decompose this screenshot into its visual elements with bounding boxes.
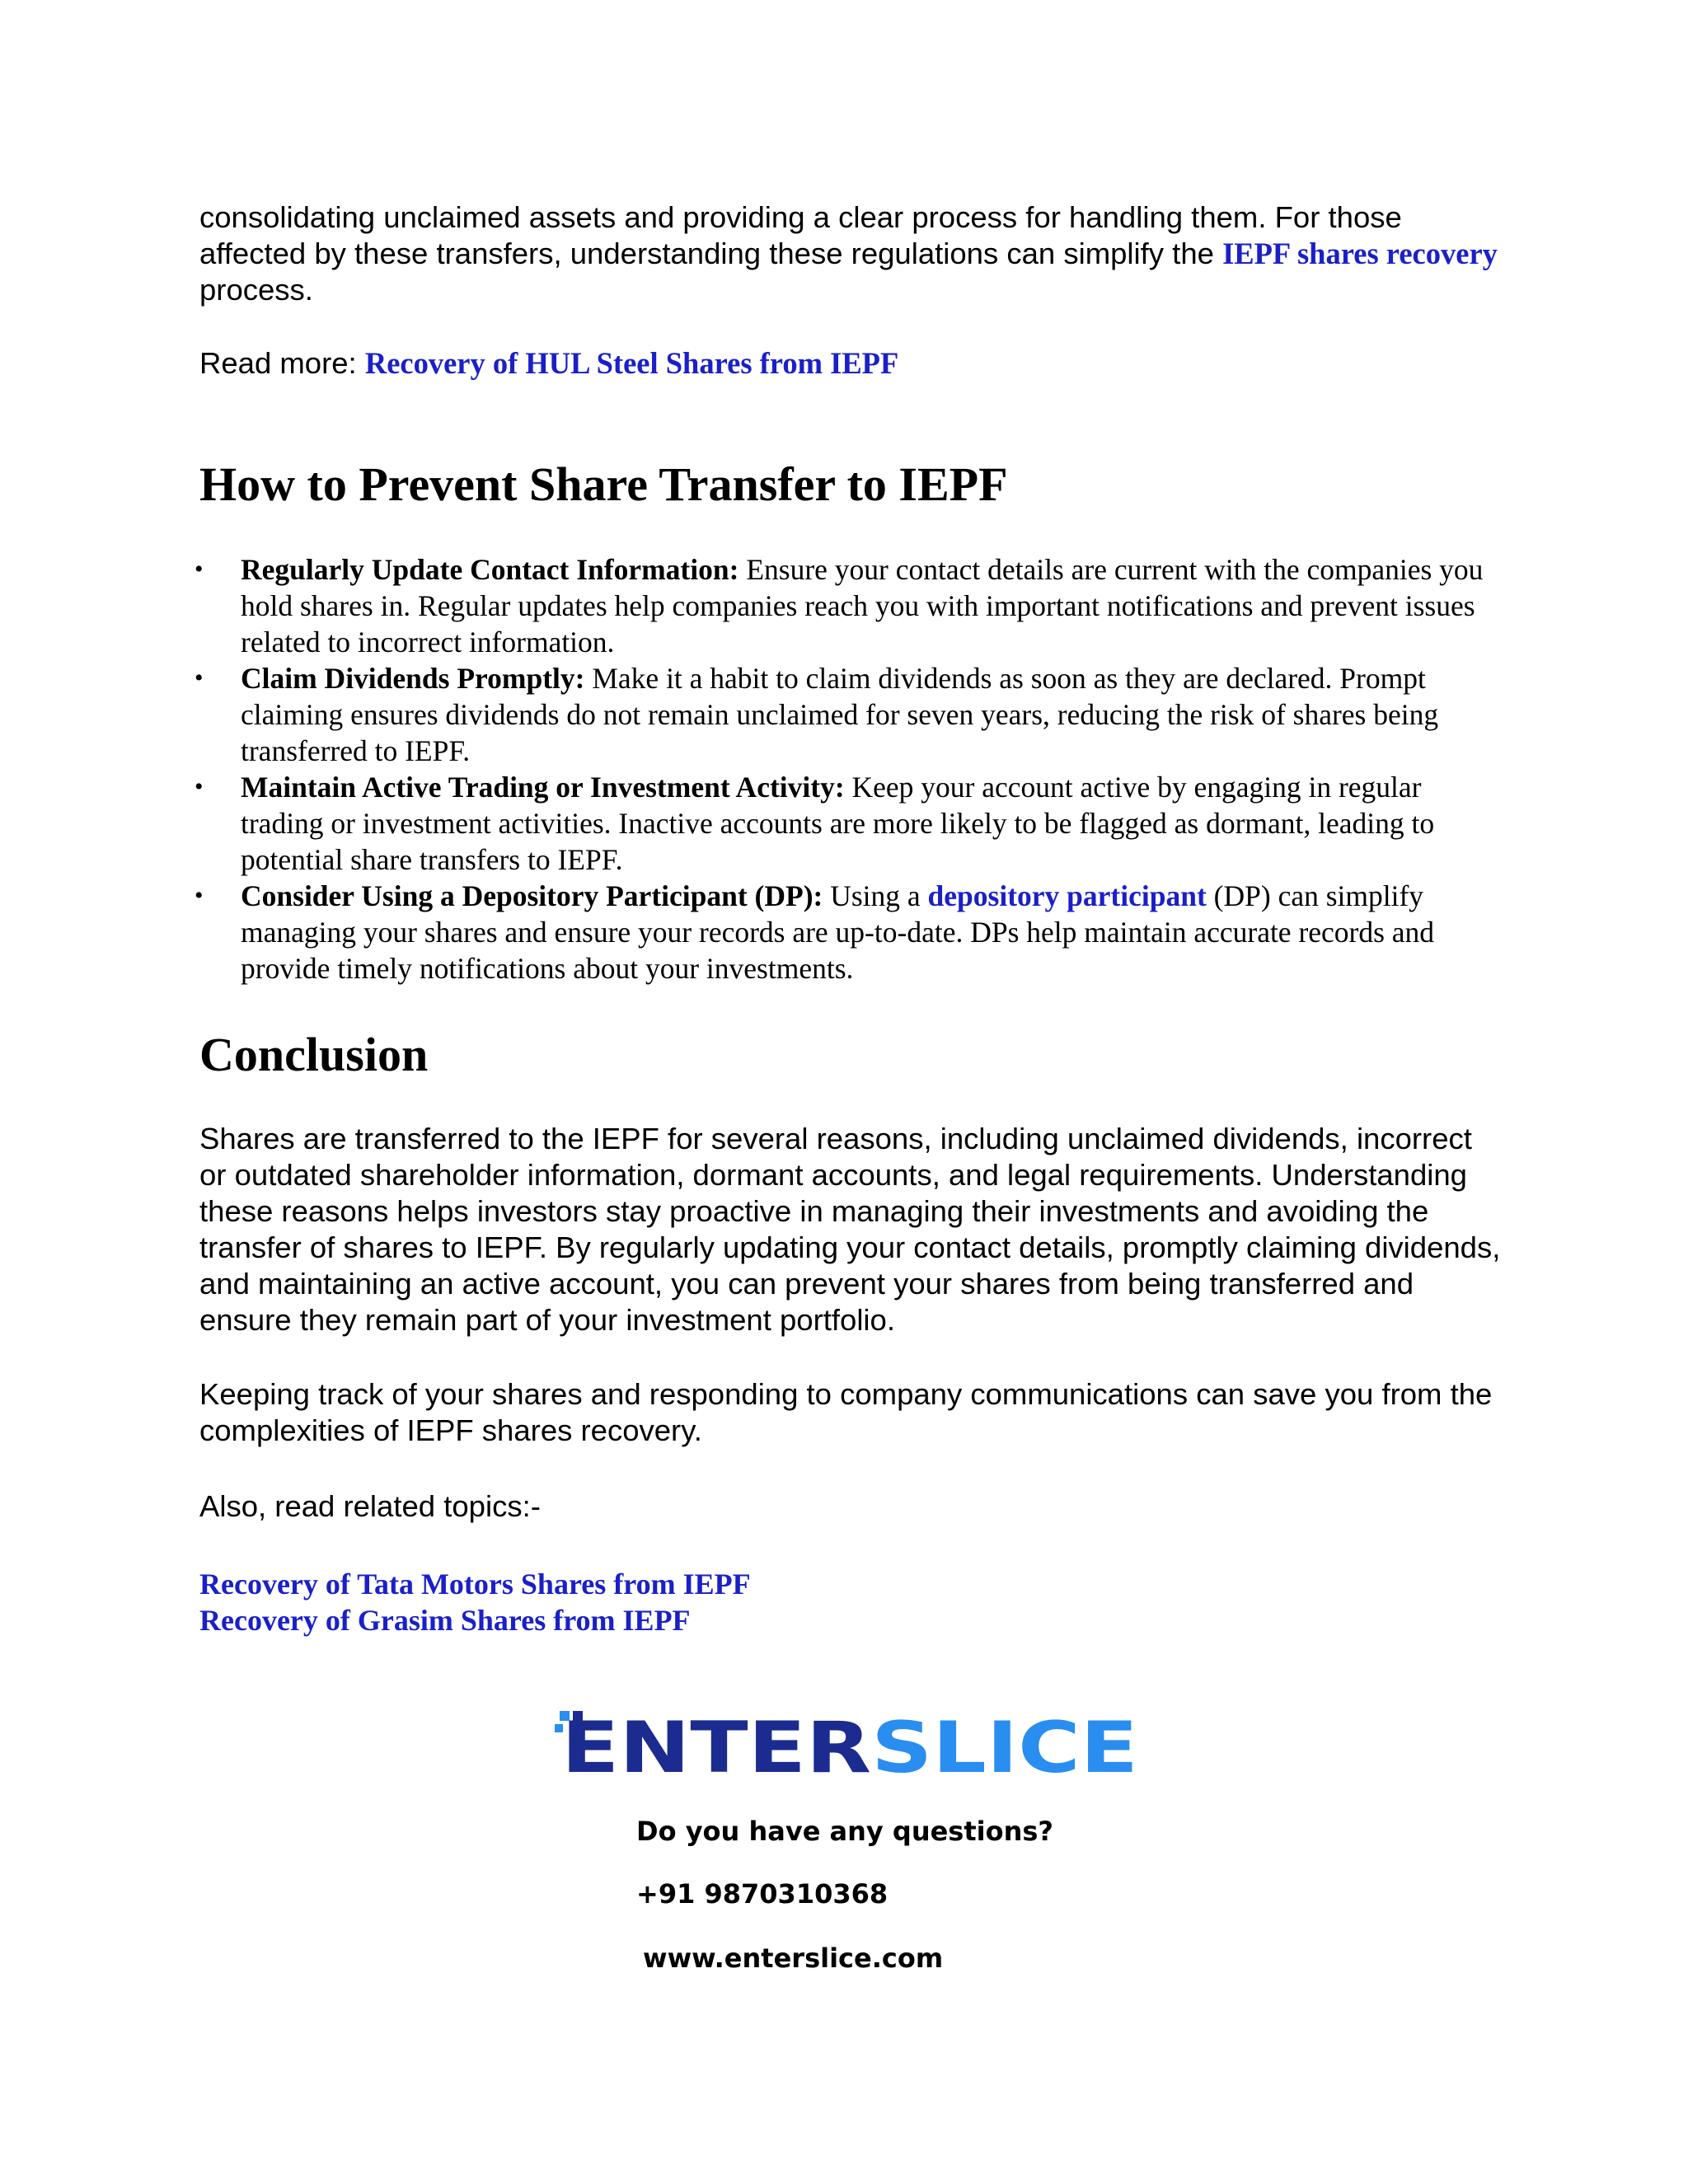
conclusion-heading: Conclusion (199, 1028, 429, 1081)
intro-text: consolidating unclaimed assets and providing a clear process for handling them. For those affected by these transfers, understanding these regulations can simplify the (199, 200, 1402, 270)
read-more-line (199, 345, 1502, 382)
tip-title: Claim Dividends Promptly: (241, 662, 585, 695)
related-topics-heading: Also, read related topics:- (199, 1489, 541, 1523)
tip-text: Ensure your contact details are current with the companies you hold shares in. Regular updates help companies reach you with important notifications and prevent issues related to incorrect information. (241, 553, 1484, 658)
contact-website: www.enterslice.com (643, 1943, 944, 1974)
read-more-label: Read more: (199, 346, 365, 380)
tip-title: Consider Using a Depository Participant (DP): (241, 879, 823, 912)
iepf-shares-recovery-link[interactable]: IEPF shares recovery (1222, 237, 1498, 270)
prevention-tips-list (195, 551, 1502, 987)
logo-text-slice: SLICE (871, 1711, 1095, 1779)
logo-wordmark (561, 1711, 1138, 1779)
tip-text-end: (DP) can simplify managing your shares and ensure your records are up-to-date. DPs help maintain accurate records and provide timely notifications about your investments. (241, 879, 1435, 985)
intro-paragraph (199, 199, 1502, 308)
intro-text-end: process. (199, 273, 313, 307)
contact-question: Do you have any questions? (636, 1816, 1053, 1847)
conclusion-paragraph: Shares are transferred to the IEPF for several reasons, including unclaimed dividends, incorrect or outdated shareholder information, dormant accounts, and legal requirements. Understanding these reasons helps investors stay proactive in managing their investments and avoiding the transfer of shares to IEPF. By regularly updating your contact details, promptly claiming dividends, and maintaining an active account, you can prevent your shares from being transferred and ensure they remain part of your investment portfolio. (199, 1122, 1501, 1337)
list-item (195, 878, 1502, 987)
list-item (195, 660, 1502, 769)
bullet-icon: • (195, 882, 204, 909)
enterslice-logo (555, 1711, 1140, 1779)
logo-text-enter: ENTER (561, 1711, 821, 1779)
list-item (195, 551, 1502, 660)
bullet-icon: • (195, 773, 204, 800)
related-links-list (199, 1566, 1502, 1638)
depository-participant-link[interactable]: depository participant (927, 879, 1207, 912)
tip-text: Make it a habit to claim dividends as soon as they are declared. Prompt claiming ensures dividends do not remain unclaimed for seven years, reducing the risk of shares being transferred to IEPF. (241, 662, 1439, 767)
grasim-shares-link[interactable]: Recovery of Grasim Shares from IEPF (199, 1604, 691, 1637)
tip-text: Keep your account active by engaging in regular trading or investment activities. Inactive accounts are more likely to be flagged as dormant, leading to potential share transfers to IEPF. (241, 771, 1435, 876)
tata-motors-shares-link[interactable]: Recovery of Tata Motors Shares from IEPF (199, 1568, 751, 1601)
hul-steel-shares-link[interactable]: Recovery of HUL Steel Shares from IEPF (364, 346, 899, 380)
list-item (195, 769, 1502, 878)
tip-text: Using a (823, 879, 928, 912)
bullet-icon: • (195, 664, 204, 691)
conclusion-closing-paragraph: Keeping track of your shares and responding to company communications can save you from the complexities of IEPF shares recovery. (199, 1377, 1493, 1447)
contact-phone: +91 9870310368 (636, 1878, 889, 1910)
tip-title: Maintain Active Trading or Investment Activity: (241, 771, 845, 804)
bullet-icon: • (195, 555, 204, 583)
prevent-section-heading: How to Prevent Share Transfer to IEPF (199, 457, 1008, 511)
tip-title: Regularly Update Contact Information: (241, 553, 739, 586)
